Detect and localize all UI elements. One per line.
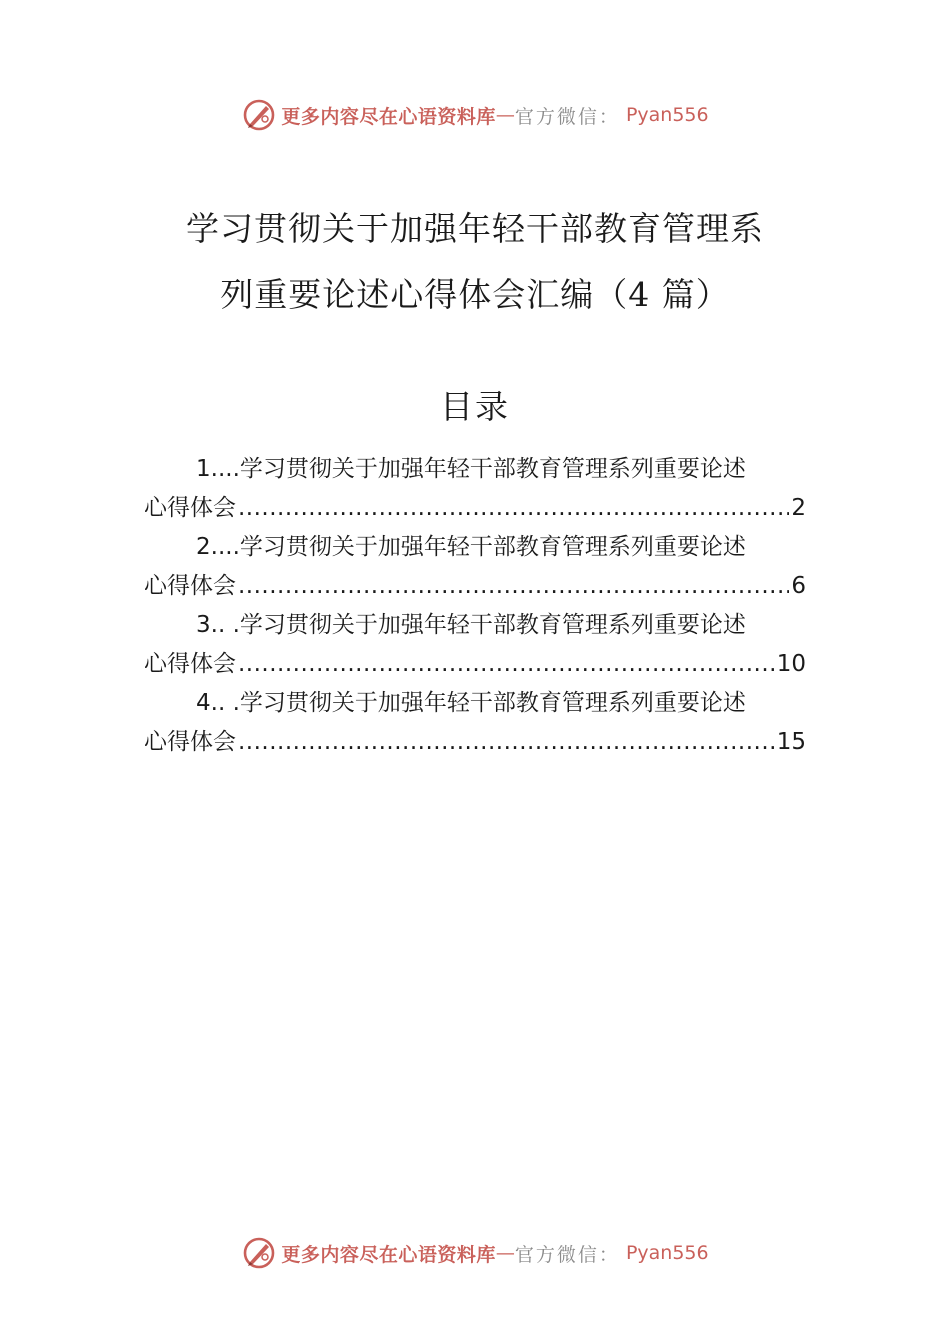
banner-dash: — [495, 104, 515, 126]
banner-wechat-id: Pyan556 [625, 104, 709, 126]
toc-entry-continuation-line [144, 723, 806, 762]
banner-main-text: 更多内容尽在心语资料库 [281, 1243, 496, 1266]
toc-entry-continuation: 心得体会 [144, 573, 236, 599]
toc-entry-continuation-line [144, 645, 806, 684]
toc-heading: 目录 [440, 387, 510, 426]
toc-entry-title-line [144, 528, 806, 567]
toc-entry-2[interactable] [144, 528, 806, 606]
toc-entry-page-number: 10 [776, 651, 806, 677]
toc-entry-continuation-line [144, 489, 806, 528]
banner-dash: — [495, 1242, 515, 1264]
toc-dot-leader [238, 723, 775, 762]
toc-dot-leader [238, 645, 775, 684]
toc-entry-page-number: 6 [791, 573, 806, 599]
banner-main-text: 更多内容尽在心语资料库 [281, 105, 496, 128]
toc-entry-page-number: 15 [776, 729, 806, 755]
toc-entry-title-line [144, 450, 806, 489]
toc-entry-continuation: 心得体会 [144, 729, 236, 755]
toc-entry-4[interactable] [144, 684, 806, 762]
pen-circle-logo-icon [241, 97, 277, 133]
banner-wechat-id: Pyan556 [625, 1242, 709, 1264]
document-title [0, 196, 950, 328]
header-banner [0, 95, 950, 135]
document-title-line-2: 列重要论述心得体会汇编（4 篇） [220, 275, 730, 314]
toc-entry-number: 1.... [196, 456, 240, 482]
toc-entry-title: 学习贯彻关于加强年轻干部教育管理系列重要论述 [239, 690, 746, 716]
footer-banner [0, 1233, 950, 1273]
toc-entry-title: 学习贯彻关于加强年轻干部教育管理系列重要论述 [239, 534, 746, 560]
banner-wechat-label: 官方微信： [514, 1243, 620, 1266]
toc-entry-page-number: 2 [791, 495, 806, 521]
toc-dot-leader [238, 567, 789, 606]
banner-wechat-label: 官方微信： [514, 105, 620, 128]
pen-circle-logo-icon [241, 1235, 277, 1271]
toc-entry-continuation: 心得体会 [144, 495, 236, 521]
toc-entry-continuation: 心得体会 [144, 651, 236, 677]
toc-entry-continuation-line [144, 567, 806, 606]
toc-entry-title: 学习贯彻关于加强年轻干部教育管理系列重要论述 [239, 612, 746, 638]
toc-entry-title-line [144, 606, 806, 645]
toc-entry-title-line [144, 684, 806, 723]
toc-dot-leader [238, 489, 789, 528]
toc-entry-number: 4.. . [196, 690, 240, 716]
table-of-contents [144, 450, 806, 762]
toc-entry-number: 3.. . [196, 612, 240, 638]
toc-entry-1[interactable] [144, 450, 806, 528]
toc-entry-number: 2.... [196, 534, 240, 560]
document-title-line-1: 学习贯彻关于加强年轻干部教育管理系 [186, 209, 764, 248]
toc-entry-title: 学习贯彻关于加强年轻干部教育管理系列重要论述 [239, 456, 746, 482]
toc-entry-3[interactable] [144, 606, 806, 684]
